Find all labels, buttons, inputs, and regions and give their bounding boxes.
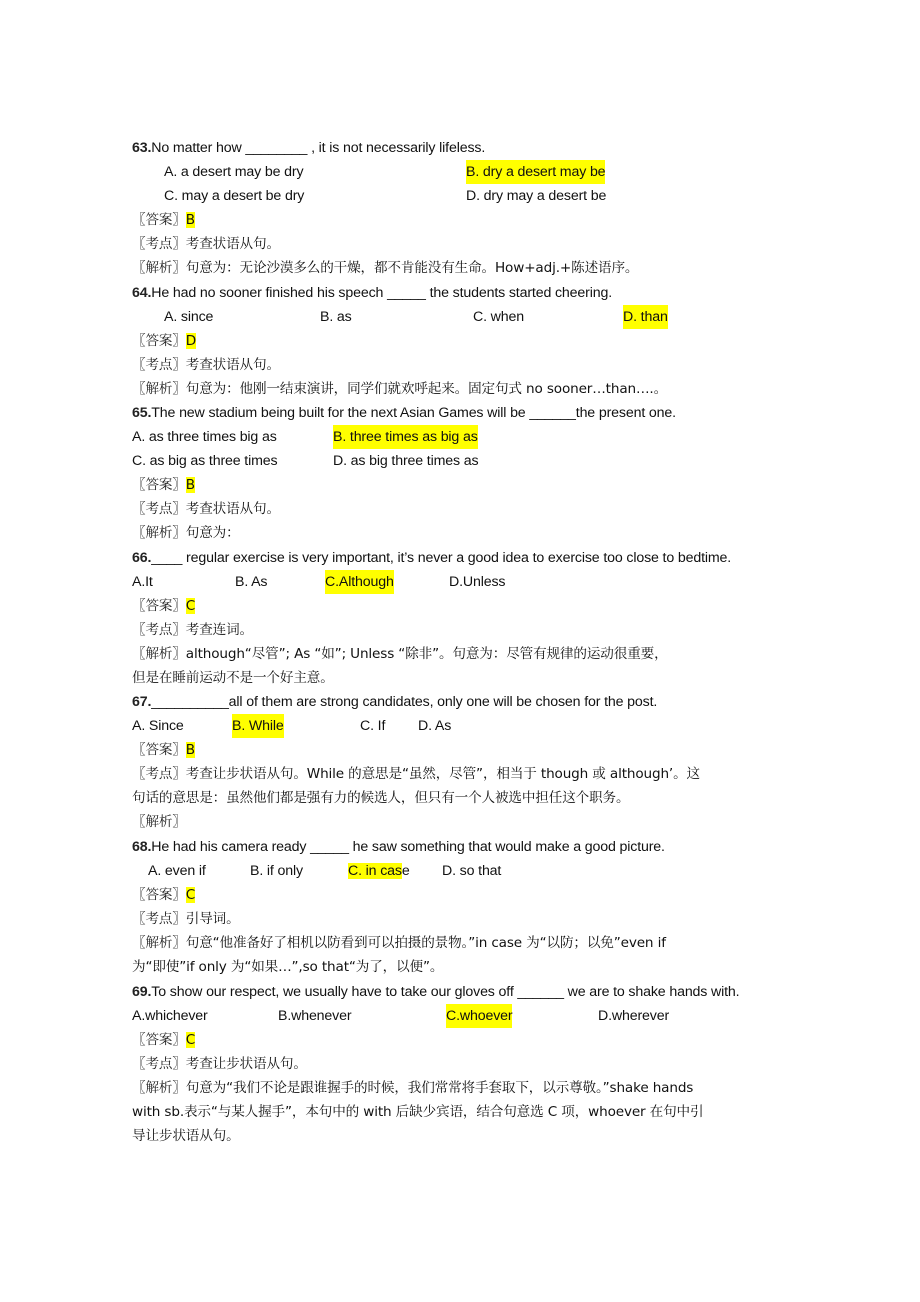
option-d: D.Unless xyxy=(449,574,506,590)
option-b-correct: B. dry a desert may be xyxy=(466,160,605,184)
point-line xyxy=(132,762,700,786)
analysis-line xyxy=(132,1076,693,1100)
question-stem-text: He had his camera ready _____ he saw something that would make a good picture. xyxy=(151,839,665,855)
question-66-stem xyxy=(132,546,731,570)
answer-line xyxy=(132,1028,195,1052)
option-d: D.wherever xyxy=(598,1008,670,1024)
point-text: 考查让步状语从句。 xyxy=(185,1056,307,1072)
option-b-correct: B. three times as big as xyxy=(333,425,478,449)
option-c-correct: C.whoever xyxy=(446,1004,512,1028)
analysis-label: 〖解析〗 xyxy=(132,260,186,276)
point-line xyxy=(132,497,280,521)
point-line xyxy=(132,907,240,931)
option-c-rest: e xyxy=(401,863,410,879)
point-label: 〖考点〗 xyxy=(132,1056,186,1072)
answer-value: C xyxy=(185,598,196,614)
analysis-label: 〖解析〗 xyxy=(132,935,186,951)
option-c: C. may a desert be dry xyxy=(164,188,305,204)
answer-value: B xyxy=(185,212,195,228)
point-label: 〖考点〗 xyxy=(132,236,186,252)
option-c: C. as big as three times xyxy=(132,453,278,469)
question-number: 64. xyxy=(132,285,152,301)
option-c: C. when xyxy=(473,309,524,325)
point-line xyxy=(132,353,280,377)
question-number: 66. xyxy=(132,550,152,566)
analysis-line xyxy=(132,931,666,955)
answer-value: B xyxy=(185,742,195,758)
point-label: 〖考点〗 xyxy=(132,766,186,782)
analysis-line xyxy=(132,642,668,666)
point-line xyxy=(132,232,280,256)
question-69-stem xyxy=(132,980,739,1004)
analysis-label: 〖解析〗 xyxy=(132,814,186,830)
analysis-continuation xyxy=(132,955,443,979)
point-label: 〖考点〗 xyxy=(132,357,186,373)
answer-line xyxy=(132,329,196,353)
answer-value: B xyxy=(185,477,195,493)
analysis-text: 句意为：无论沙漠多么的干燥，都不肯能没有生命。How+adj.+陈述语序。 xyxy=(185,260,639,276)
point-text: 句话的意思是：虽然他们都是强有力的候选人，但只有一个人被选中担任这个职务。 xyxy=(132,790,630,806)
question-stem-text: He had no sooner finished his speech _____ the students started cheering. xyxy=(151,285,612,301)
answer-value: C xyxy=(185,887,196,903)
option-c-highlighted-part: C. in cas xyxy=(348,863,402,879)
answer-value: C xyxy=(185,1032,196,1048)
analysis-line xyxy=(132,810,186,834)
question-68-stem xyxy=(132,835,665,859)
analysis-text: 句意为： xyxy=(185,525,240,541)
option-b: B.whenever xyxy=(278,1008,352,1024)
option-d: D. so that xyxy=(442,863,502,879)
point-text: 考查连词。 xyxy=(185,622,253,638)
answer-line xyxy=(132,208,195,232)
analysis-text: 为“即使”if only 为“如果…”,so that“为了，以便”。 xyxy=(132,959,444,975)
analysis-text: although“尽管”; As “如”; Unless “除非”。句意为：尽管有规律的运动很重要， xyxy=(185,646,668,662)
question-stem-text: To show our respect, we usually have to take our gloves off ______ we are to shake hands with. xyxy=(151,984,740,1000)
analysis-text: 句意“他准备好了相机以防看到可以拍摄的景物。”in case 为“以防；以免”even if xyxy=(185,935,666,951)
answer-line xyxy=(132,738,195,762)
analysis-text: 句意为：他刚一结束演讲，同学们就欢呼起来。固定句式 no sooner…than….。 xyxy=(185,381,668,397)
option-b: B. As xyxy=(235,574,268,590)
answer-label: 〖答案〗 xyxy=(132,477,186,493)
option-c-correct xyxy=(348,859,410,883)
option-b: B. as xyxy=(320,309,352,325)
option-a: A. Since xyxy=(132,718,184,734)
point-label: 〖考点〗 xyxy=(132,911,186,927)
point-text: 考查让步状语从句。While 的意思是“虽然，尽管”，相当于 though 或 although’。这 xyxy=(185,766,700,782)
analysis-text: with sb.表示“与某人握手”，本句中的 with 后缺少宾语，结合句意选 C 项，whoever 在句中引 xyxy=(132,1104,704,1120)
question-63-stem xyxy=(132,136,485,160)
answer-label: 〖答案〗 xyxy=(132,212,186,228)
answer-label: 〖答案〗 xyxy=(132,333,186,349)
option-b-correct: B. While xyxy=(232,714,284,738)
analysis-label: 〖解析〗 xyxy=(132,381,186,397)
analysis-continuation xyxy=(132,1124,240,1148)
question-stem-text: The new stadium being built for the next Asian Games will be ______the present one. xyxy=(151,405,676,421)
option-d-correct: D. than xyxy=(623,305,668,329)
option-a: A. as three times big as xyxy=(132,429,277,445)
analysis-line xyxy=(132,256,638,280)
analysis-text: 但是在睡前运动不是一个好主意。 xyxy=(132,670,334,686)
answer-label: 〖答案〗 xyxy=(132,742,186,758)
question-number: 63. xyxy=(132,140,152,156)
question-stem-text: __________all of them are strong candidates, only one will be chosen for the post. xyxy=(151,694,658,710)
answer-label: 〖答案〗 xyxy=(132,1032,186,1048)
analysis-continuation xyxy=(132,666,334,690)
analysis-line xyxy=(132,377,667,401)
point-text: 考查状语从句。 xyxy=(185,357,280,373)
point-text: 考查状语从句。 xyxy=(185,236,280,252)
option-d: D. As xyxy=(418,718,452,734)
answer-label: 〖答案〗 xyxy=(132,598,186,614)
analysis-text: 导让步状语从句。 xyxy=(132,1128,240,1144)
answer-line xyxy=(132,883,195,907)
option-a: A. even if xyxy=(148,863,206,879)
answer-line xyxy=(132,473,195,497)
analysis-label: 〖解析〗 xyxy=(132,646,186,662)
option-a: A. a desert may be dry xyxy=(164,164,304,180)
question-number: 67. xyxy=(132,694,152,710)
option-d: D. dry may a desert be xyxy=(466,188,607,204)
question-67-stem xyxy=(132,690,657,714)
point-line xyxy=(132,1052,307,1076)
answer-line xyxy=(132,594,195,618)
analysis-text: 句意为“我们不论是跟谁握手的时候，我们常常将手套取下，以示尊敬。”shake hands xyxy=(185,1080,694,1096)
option-a: A.whichever xyxy=(132,1008,208,1024)
point-label: 〖考点〗 xyxy=(132,501,186,517)
option-c-correct: C.Although xyxy=(325,570,394,594)
question-stem-text: No matter how ________ , it is not necessarily lifeless. xyxy=(151,140,486,156)
point-label: 〖考点〗 xyxy=(132,622,186,638)
analysis-continuation xyxy=(132,1100,703,1124)
option-d: D. as big three times as xyxy=(333,453,479,469)
question-number: 69. xyxy=(132,984,152,1000)
question-number: 68. xyxy=(132,839,152,855)
question-64-stem xyxy=(132,281,612,305)
option-a: A.It xyxy=(132,574,153,590)
point-text: 考查状语从句。 xyxy=(185,501,280,517)
option-a: A. since xyxy=(164,309,214,325)
point-continuation xyxy=(132,786,629,810)
analysis-label: 〖解析〗 xyxy=(132,1080,186,1096)
option-b: B. if only xyxy=(250,863,303,879)
question-number: 65. xyxy=(132,405,152,421)
analysis-label: 〖解析〗 xyxy=(132,525,186,541)
answer-label: 〖答案〗 xyxy=(132,887,186,903)
point-text: 引导词。 xyxy=(185,911,240,927)
question-stem-text: ____ regular exercise is very important, it’s never a good idea to exercise too close to bedtime. xyxy=(151,550,732,566)
answer-value: D xyxy=(185,333,197,349)
option-c: C. If xyxy=(360,718,386,734)
question-65-stem xyxy=(132,401,676,425)
analysis-line xyxy=(132,521,240,545)
point-line xyxy=(132,618,253,642)
